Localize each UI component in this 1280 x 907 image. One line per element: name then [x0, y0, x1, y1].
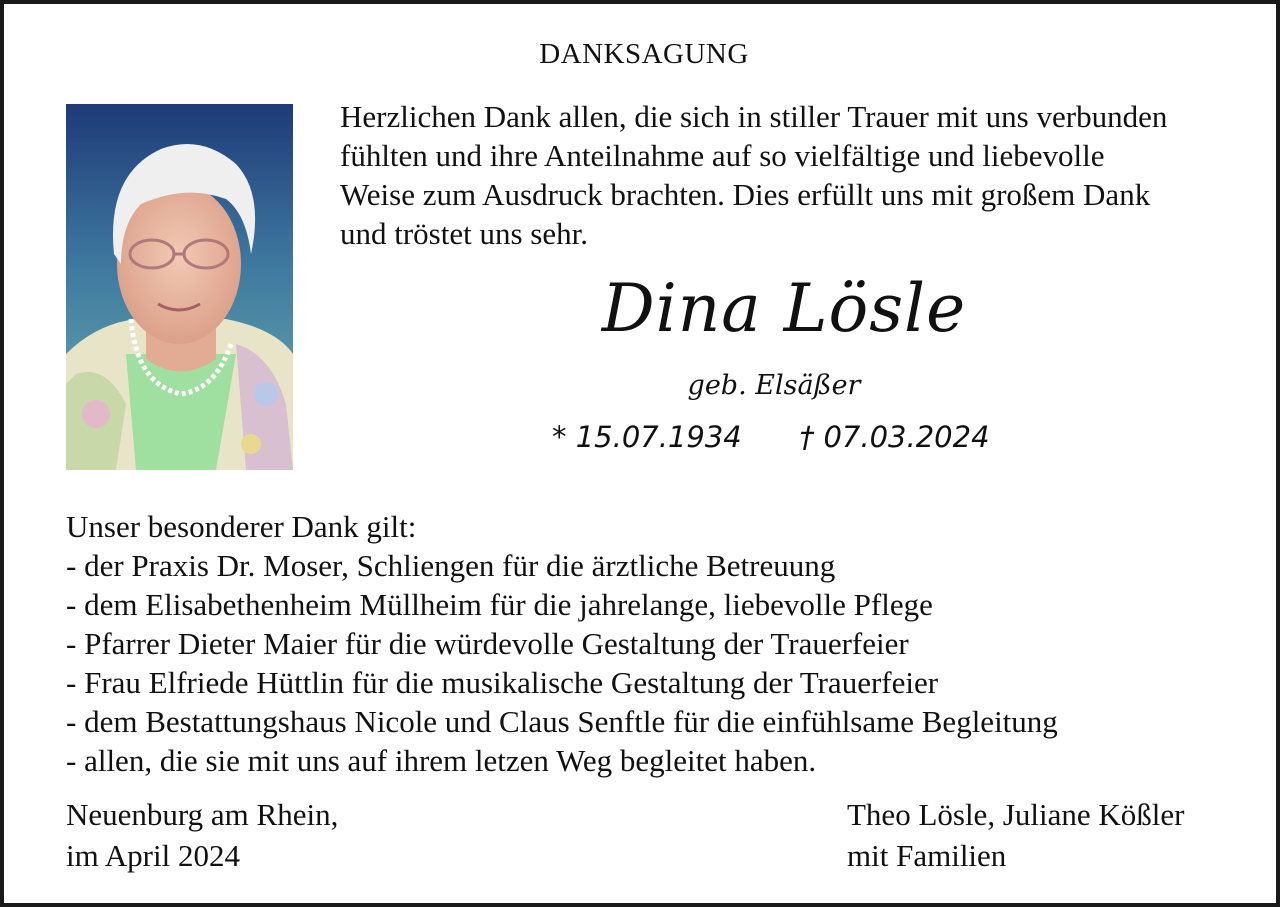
thanks-item: - Pfarrer Dieter Maier für die würdevolle Gestaltung der Trauerfeier	[66, 626, 909, 661]
deceased-name: Dina Lösle	[601, 270, 967, 347]
place: Neuenburg am Rhein,	[66, 797, 339, 832]
intro-paragraph	[340, 97, 1260, 253]
signer-suffix: mit Familien	[847, 838, 1007, 873]
thanks-item: - der Praxis Dr. Moser, Schliengen für die ärztliche Betreuung	[66, 548, 836, 583]
intro-line: fühlten und ihre Anteilnahme auf so vielfältige und liebevolle	[340, 138, 1105, 173]
thanks-item: - dem Bestattungshaus Nicole und Claus Senftle für die einfühlsame Begleitung	[66, 704, 1058, 739]
thanks-item: - Frau Elfriede Hüttlin für die musikalische Gestaltung der Trauerfeier	[66, 665, 939, 700]
birth-date: * 15.07.1934	[552, 420, 742, 454]
signer-names: Theo Lösle, Juliane Kößler	[847, 797, 1185, 832]
intro-line: Weise zum Ausdruck brachten. Dies erfüllt uns mit großem Dank	[340, 177, 1151, 212]
death-date: † 07.03.2024	[799, 420, 990, 454]
life-dates	[552, 420, 1032, 454]
notice-heading: DANKSAGUNG	[539, 38, 749, 70]
intro-line: und tröstet uns sehr.	[340, 216, 588, 251]
thanks-item: - dem Elisabethenheim Müllheim für die jahrelange, liebevolle Pflege	[66, 587, 933, 622]
maiden-name: geb. Elsäßer	[687, 370, 861, 401]
signatories	[847, 794, 1184, 876]
thanks-heading: Unser besonderer Dank gilt:	[66, 509, 417, 544]
place-and-date	[66, 794, 338, 876]
special-thanks	[66, 507, 1246, 780]
intro-line: Herzlichen Dank allen, die sich in stiller Trauer mit uns verbunden	[340, 99, 1168, 134]
portrait-photo	[66, 104, 293, 470]
date: im April 2024	[66, 838, 240, 873]
thanks-item: - allen, die sie mit uns auf ihrem letzen Weg begleitet haben.	[66, 743, 817, 778]
